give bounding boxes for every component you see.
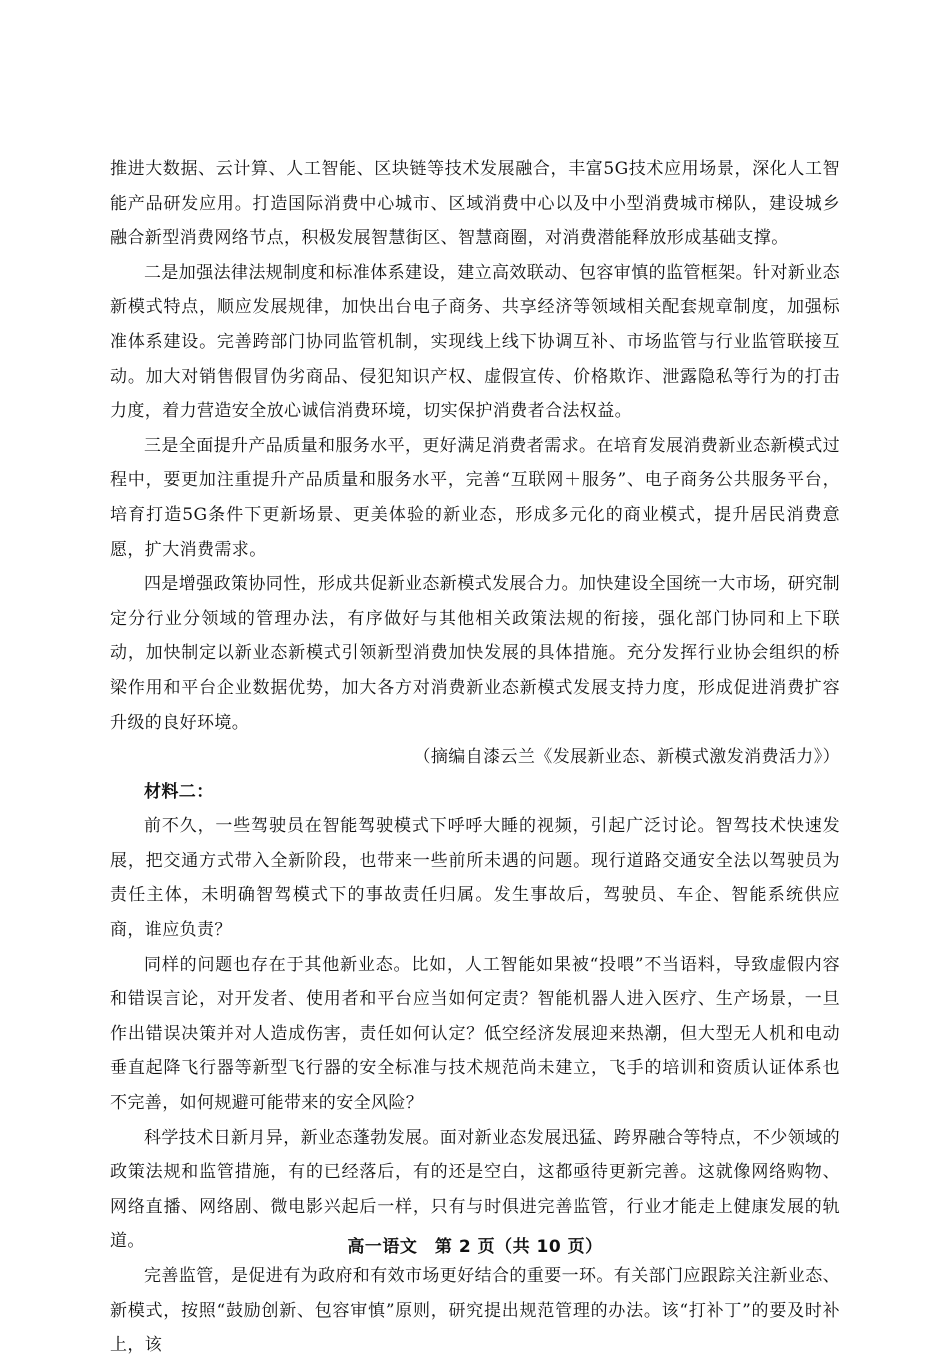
material2-paragraph-3: 科学技术日新月异，新业态蓬勃发展。面对新业态发展迅猛、跨界融合等特点，不少领域的政策法规和监管措施，有的已经落后，有的还是空白，这都亟待更新完善。这就像网络购物、网络直播、网络剧、微电影兴起后一样，只有与时俱进完善监管，行业才能走上健康发展的轨道。 <box>110 1127 840 1252</box>
material2-paragraph-2: 同样的问题也存在于其他新业态。比如，人工智能如果被“投喂”不当语料，导致虚假内容和错误言论，对开发者、使用者和平台应当如何定责？智能机器人进入医疗、生产场景，一旦作出错误决策并对人造成伤害，责任如何认定？低空经济发展迎来热潮，但大型无人机和电动垂直起降飞行器等新型飞行器的安全标准与技术规范尚未建立，飞手的培训和资质认证体系也不完善，如何规避可能带来的安全风险？ <box>110 954 840 1114</box>
material2-paragraph-4: 完善监管，是促进有为政府和有效市场更好结合的重要一环。有关部门应跟踪关注新业态、新模式，按照“鼓励创新、包容审慎”原则，研究提出规范管理的办法。该“打补丁”的要及时补上，该 <box>110 1266 840 1356</box>
material1-paragraph-4: 四是增强政策协同性，形成共促新业态新模式发展合力。加快建设全国统一大市场，研究制定分行业分领域的管理办法，有序做好与其他相关政策法规的衔接，强化部门协同和上下联动，加快制定以新业态新模式引领新型消费加快发展的具体措施。充分发挥行业协会组织的桥梁作用和平台企业数据优势，加大各方对消费新业态新模式发展支持力度，形成促进消费扩容升级的良好环境。 <box>110 574 840 733</box>
material1-paragraph-3: 三是全面提升产品质量和服务水平，更好满足消费者需求。在培育发展消费新业态新模式过程中，要更加注重提升产品质量和服务水平，完善“互联网＋服务”、电子商务公共服务平台，培育打造5G条件下更新场景、更美体验的新业态，形成多元化的商业模式，提升居民消费意愿，扩大消费需求。 <box>110 435 840 560</box>
page-content <box>110 152 840 1363</box>
material1-paragraph-2: 二是加强法律法规制度和标准体系建设，建立高效联动、包容审慎的监管框架。针对新业态新模式特点，顺应发展规律，加快出台电子商务、共享经济等领域相关配套规章制度，加强标准体系建设。完善跨部门协同监管机制，实现线上线下协调互补、市场监管与行业监管联接互动。加大对销售假冒伪劣商品、侵犯知识产权、虚假宣传、价格欺诈、泄露隐私等行为的打击力度，着力营造安全放心诚信消费环境，切实保护消费者合法权益。 <box>110 262 840 422</box>
material1-source: （摘编自漆云兰《发展新业态、新模式激发消费活力》） <box>413 747 840 768</box>
material2-paragraph-1: 前不久，一些驾驶员在智能驾驶模式下呼呼大睡的视频，引起广泛讨论。智驾技术快速发展，把交通方式带入全新阶段，也带来一些前所未遇的问题。现行道路交通安全法以驾驶员为责任主体，未明确智驾模式下的事故责任归属。发生事故后，驾驶员、车企、智能系统供应商，谁应负责？ <box>110 816 840 941</box>
material2-heading: 材料二： <box>144 781 214 802</box>
material1-paragraph-1: 推进大数据、云计算、人工智能、区块链等技术发展融合，丰富5G技术应用场景，深化人工智能产品研发应用。打造国际消费中心城市、区域消费中心以及中小型消费城市梯队，建设城乡融合新型消费网络节点，积极发展智慧街区、智慧商圈，对消费潜能释放形成基础支撑。 <box>110 159 840 249</box>
page-footer: 高一语文 第 2 页（共 10 页） <box>347 1237 603 1257</box>
